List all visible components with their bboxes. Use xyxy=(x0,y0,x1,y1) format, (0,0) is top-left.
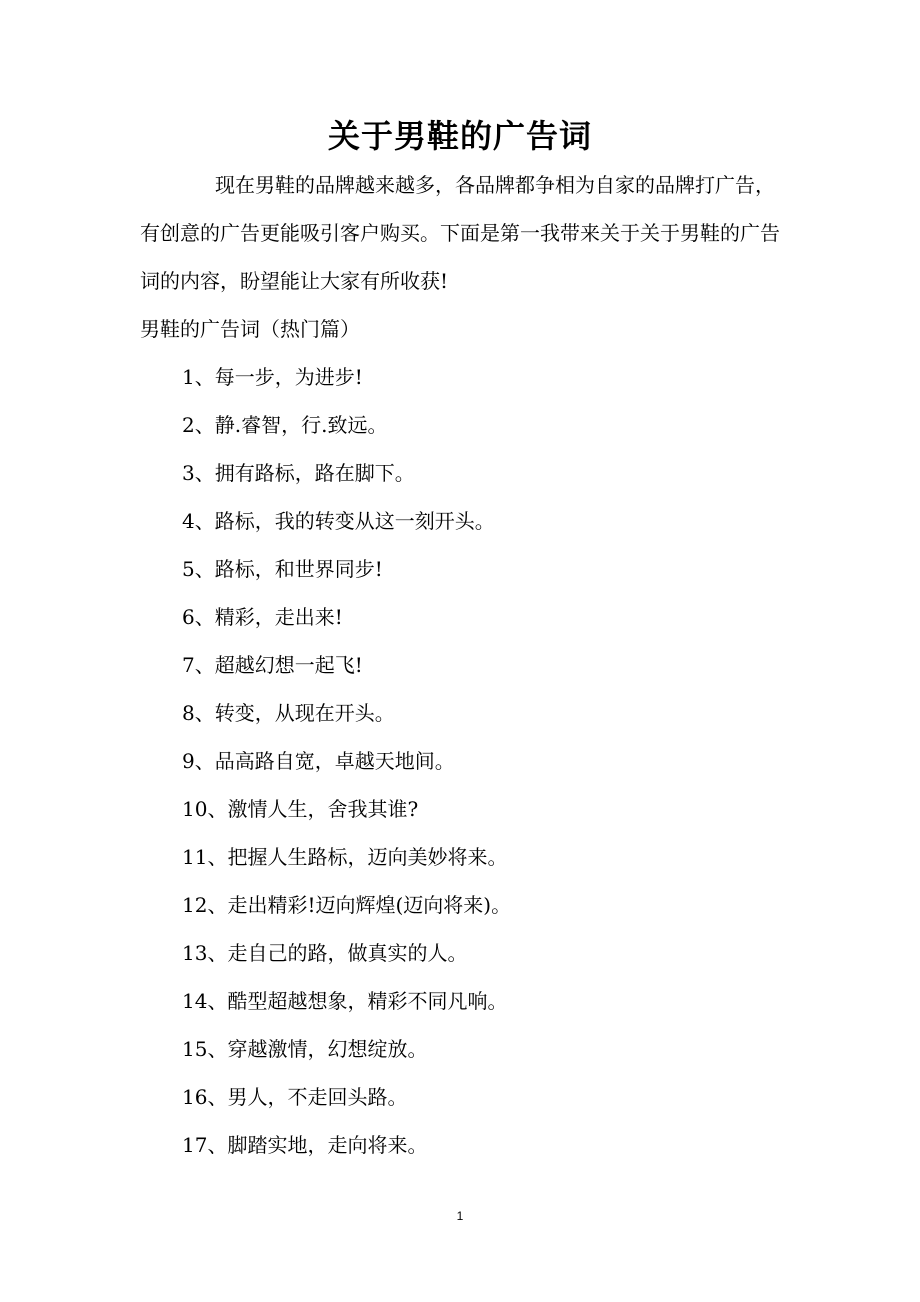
list-item: 15、穿越激情，幻想绽放。 xyxy=(182,1037,428,1061)
list-item: 2、静.睿智，行.致远。 xyxy=(182,413,388,437)
list-item: 9、品高路自宽，卓越天地间。 xyxy=(182,749,455,773)
list-item: 8、转变，从现在开头。 xyxy=(182,701,395,725)
list-item: 6、精彩，走出来! xyxy=(182,605,343,629)
list-item: 1、每一步，为进步! xyxy=(182,365,363,389)
document-title: 关于男鞋的广告词 xyxy=(327,117,592,155)
list-item: 12、走出精彩!迈向辉煌(迈向将来)。 xyxy=(182,893,512,917)
intro-paragraph: 现在男鞋的品牌越来越多，各品牌都争相为自家的品牌打广告，有创意的广告更能吸引客户购买。下面是第一我带来关于关于男鞋的广告词的内容，盼望能让大家有所收获! xyxy=(140,173,780,293)
list-item: 3、拥有路标，路在脚下。 xyxy=(182,461,415,485)
page-number: 1 xyxy=(456,1209,464,1223)
list-item: 4、路标，我的转变从这一刻开头。 xyxy=(182,509,495,533)
list-item: 10、激情人生，舍我其谁? xyxy=(182,797,419,821)
list-item: 11、把握人生路标，迈向美妙将来。 xyxy=(182,845,508,869)
list-item: 7、超越幻想一起飞! xyxy=(182,653,363,677)
list-item: 14、酷型超越想象，精彩不同凡响。 xyxy=(182,989,508,1013)
list-item: 5、路标，和世界同步! xyxy=(182,557,383,581)
slogan-list xyxy=(182,353,511,1169)
list-item: 17、脚踏实地，走向将来。 xyxy=(182,1133,428,1157)
list-item: 16、男人，不走回头路。 xyxy=(182,1085,408,1109)
section-heading: 男鞋的广告词（热门篇） xyxy=(140,317,360,341)
list-item: 13、走自己的路，做真实的人。 xyxy=(182,941,468,965)
